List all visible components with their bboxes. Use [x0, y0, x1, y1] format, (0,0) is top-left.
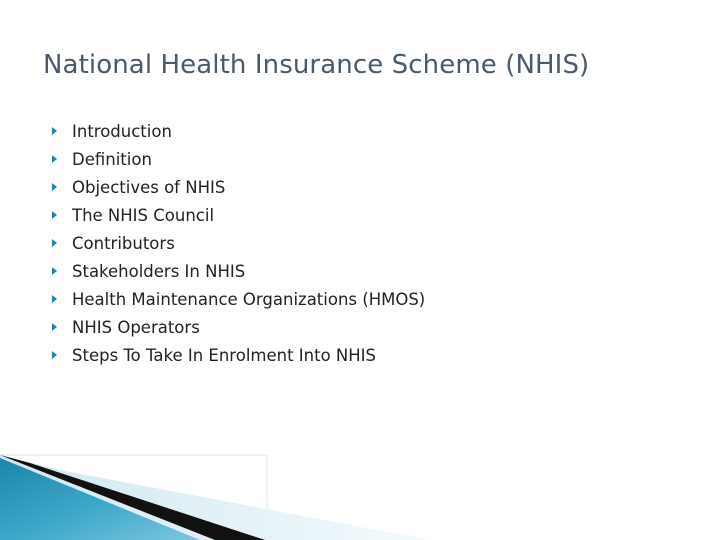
- bullet-text: NHIS Operators: [72, 317, 200, 337]
- bullet-text: Definition: [72, 149, 152, 169]
- bullet-text: Steps To Take In Enrolment Into NHIS: [72, 345, 377, 365]
- slide-title: National Health Insurance Scheme (NHIS): [43, 50, 590, 80]
- bullet-text: The NHIS Council: [72, 205, 215, 225]
- bullet-text: Health Maintenance Organizations (HMOS): [72, 289, 426, 309]
- bullet-text: Introduction: [72, 121, 172, 141]
- bullet-text: Objectives of NHIS: [72, 177, 226, 197]
- bullet-text: Contributors: [72, 233, 175, 253]
- bullet-text: Stakeholders In NHIS: [72, 261, 246, 281]
